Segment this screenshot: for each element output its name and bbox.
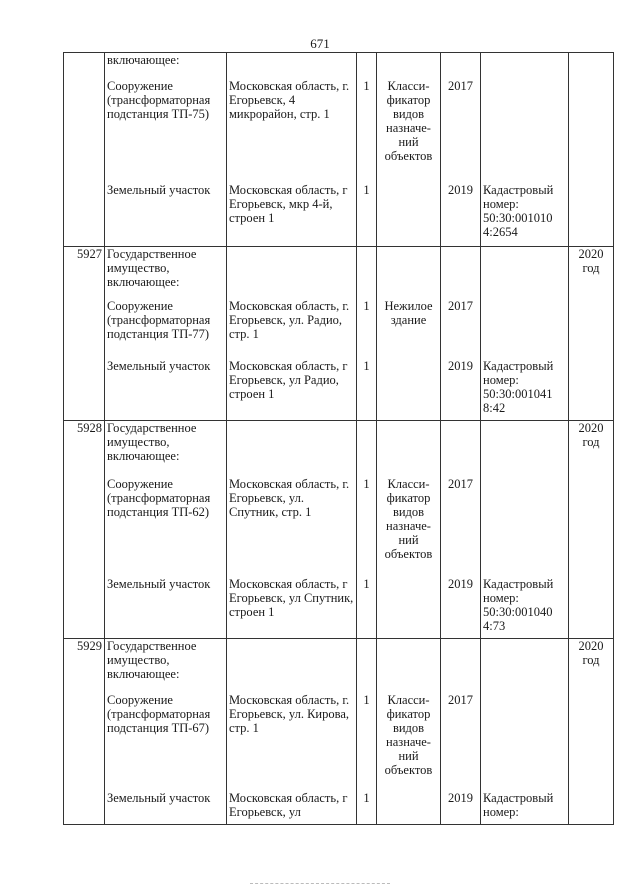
item-purpose: Класси-фикатор видов назначе-ний объектов — [377, 693, 441, 791]
item-name: Земельный участок — [105, 183, 227, 247]
table-row — [64, 639, 614, 693]
item-details — [481, 639, 569, 693]
item-address: Московская область, г Егорьевск, ул Радио, строен 1 — [227, 359, 357, 421]
entry-number: 5927 — [64, 247, 105, 299]
item-address — [227, 639, 357, 693]
item-purpose — [377, 421, 441, 477]
item-year — [441, 53, 481, 79]
entry-number — [64, 477, 105, 577]
item-year: 2017 — [441, 477, 481, 577]
entry-number — [64, 79, 105, 183]
table-row — [64, 477, 614, 577]
item-address — [227, 421, 357, 477]
item-year: 2019 — [441, 183, 481, 247]
entry-number — [64, 53, 105, 79]
item-address: Московская область, г Егорьевск, мкр 4-й, строен 1 — [227, 183, 357, 247]
entry-number — [64, 299, 105, 359]
item-name: включающее: — [105, 53, 227, 79]
item-details: Кадастровый номер: — [481, 791, 569, 825]
table-row — [64, 247, 614, 299]
item-address — [227, 53, 357, 79]
item-name: Государственное имущество, включающее: — [105, 421, 227, 477]
table-row — [64, 421, 614, 477]
item-quantity — [357, 53, 377, 79]
item-completion-year — [569, 577, 614, 639]
item-year: 2017 — [441, 299, 481, 359]
item-quantity: 1 — [357, 359, 377, 421]
item-name: Сооружение (трансформаторная подстанция ТП-75) — [105, 79, 227, 183]
register-body — [64, 53, 614, 825]
item-quantity: 1 — [357, 79, 377, 183]
item-completion-year — [569, 299, 614, 359]
item-completion-year — [569, 791, 614, 825]
item-purpose — [377, 359, 441, 421]
item-year — [441, 639, 481, 693]
item-name: Земельный участок — [105, 359, 227, 421]
item-year: 2017 — [441, 693, 481, 791]
item-details — [481, 79, 569, 183]
item-purpose: Класси-фикатор видов назначе-ний объектов — [377, 477, 441, 577]
item-details — [481, 693, 569, 791]
item-completion-year — [569, 183, 614, 247]
item-name: Государственное имущество, включающее: — [105, 639, 227, 693]
item-address: Московская область, г. Егорьевск, ул. Радио, стр. 1 — [227, 299, 357, 359]
item-purpose — [377, 791, 441, 825]
item-purpose — [377, 639, 441, 693]
item-completion-year: 2020 год — [569, 421, 614, 477]
item-year: 2017 — [441, 79, 481, 183]
page-number: 671 — [310, 36, 330, 51]
item-name: Земельный участок — [105, 577, 227, 639]
item-year — [441, 421, 481, 477]
item-details: Кадастровый номер: 50:30:001041 8:42 — [481, 359, 569, 421]
item-address: Московская область, г Егорьевск, ул — [227, 791, 357, 825]
item-details — [481, 247, 569, 299]
item-quantity: 1 — [357, 299, 377, 359]
table-row — [64, 79, 614, 183]
item-quantity: 1 — [357, 183, 377, 247]
table-row — [64, 359, 614, 421]
item-name: Земельный участок — [105, 791, 227, 825]
item-details: Кадастровый номер: 50:30:001010 4:2654 — [481, 183, 569, 247]
entry-number — [64, 577, 105, 639]
item-name: Государственное имущество, включающее: — [105, 247, 227, 299]
entry-number: 5928 — [64, 421, 105, 477]
entry-number: 5929 — [64, 639, 105, 693]
item-year — [441, 247, 481, 299]
item-quantity: 1 — [357, 477, 377, 577]
item-address: Московская область, г. Егорьевск, ул. Спутник, стр. 1 — [227, 477, 357, 577]
item-completion-year — [569, 53, 614, 79]
table-row — [64, 53, 614, 79]
item-year: 2019 — [441, 359, 481, 421]
table-row — [64, 577, 614, 639]
table-row — [64, 791, 614, 825]
item-completion-year: 2020 год — [569, 247, 614, 299]
item-details — [481, 477, 569, 577]
item-details — [481, 421, 569, 477]
item-name: Сооружение (трансформаторная подстанция ТП-62) — [105, 477, 227, 577]
item-details: Кадастровый номер: 50:30:001040 4:73 — [481, 577, 569, 639]
item-quantity — [357, 639, 377, 693]
table-row — [64, 183, 614, 247]
entry-number — [64, 693, 105, 791]
item-completion-year — [569, 359, 614, 421]
item-quantity: 1 — [357, 693, 377, 791]
item-name: Сооружение (трансформаторная подстанция ТП-77) — [105, 299, 227, 359]
table-row — [64, 693, 614, 791]
table-row — [64, 299, 614, 359]
item-details — [481, 53, 569, 79]
item-quantity: 1 — [357, 577, 377, 639]
item-completion-year — [569, 477, 614, 577]
item-completion-year — [569, 79, 614, 183]
item-address: Московская область, г. Егорьевск, ул. Кирова, стр. 1 — [227, 693, 357, 791]
item-purpose: Класси-фикатор видов назначе-ний объектов — [377, 79, 441, 183]
item-purpose — [377, 53, 441, 79]
item-name: Сооружение (трансформаторная подстанция ТП-67) — [105, 693, 227, 791]
entry-number — [64, 183, 105, 247]
item-purpose — [377, 247, 441, 299]
item-details — [481, 299, 569, 359]
item-year: 2019 — [441, 791, 481, 825]
entry-number — [64, 791, 105, 825]
item-address: Московская область, г Егорьевск, ул Спутник, строен 1 — [227, 577, 357, 639]
item-quantity: 1 — [357, 791, 377, 825]
item-address: Московская область, г. Егорьевск, 4 микрорайон, стр. 1 — [227, 79, 357, 183]
entry-number — [64, 359, 105, 421]
item-year: 2019 — [441, 577, 481, 639]
item-address — [227, 247, 357, 299]
item-completion-year: 2020 год — [569, 639, 614, 693]
property-register-table — [63, 52, 614, 825]
item-purpose — [377, 183, 441, 247]
item-completion-year — [569, 693, 614, 791]
item-purpose — [377, 577, 441, 639]
item-quantity — [357, 247, 377, 299]
scan-artifact — [250, 883, 390, 885]
item-quantity — [357, 421, 377, 477]
item-purpose: Нежилое здание — [377, 299, 441, 359]
